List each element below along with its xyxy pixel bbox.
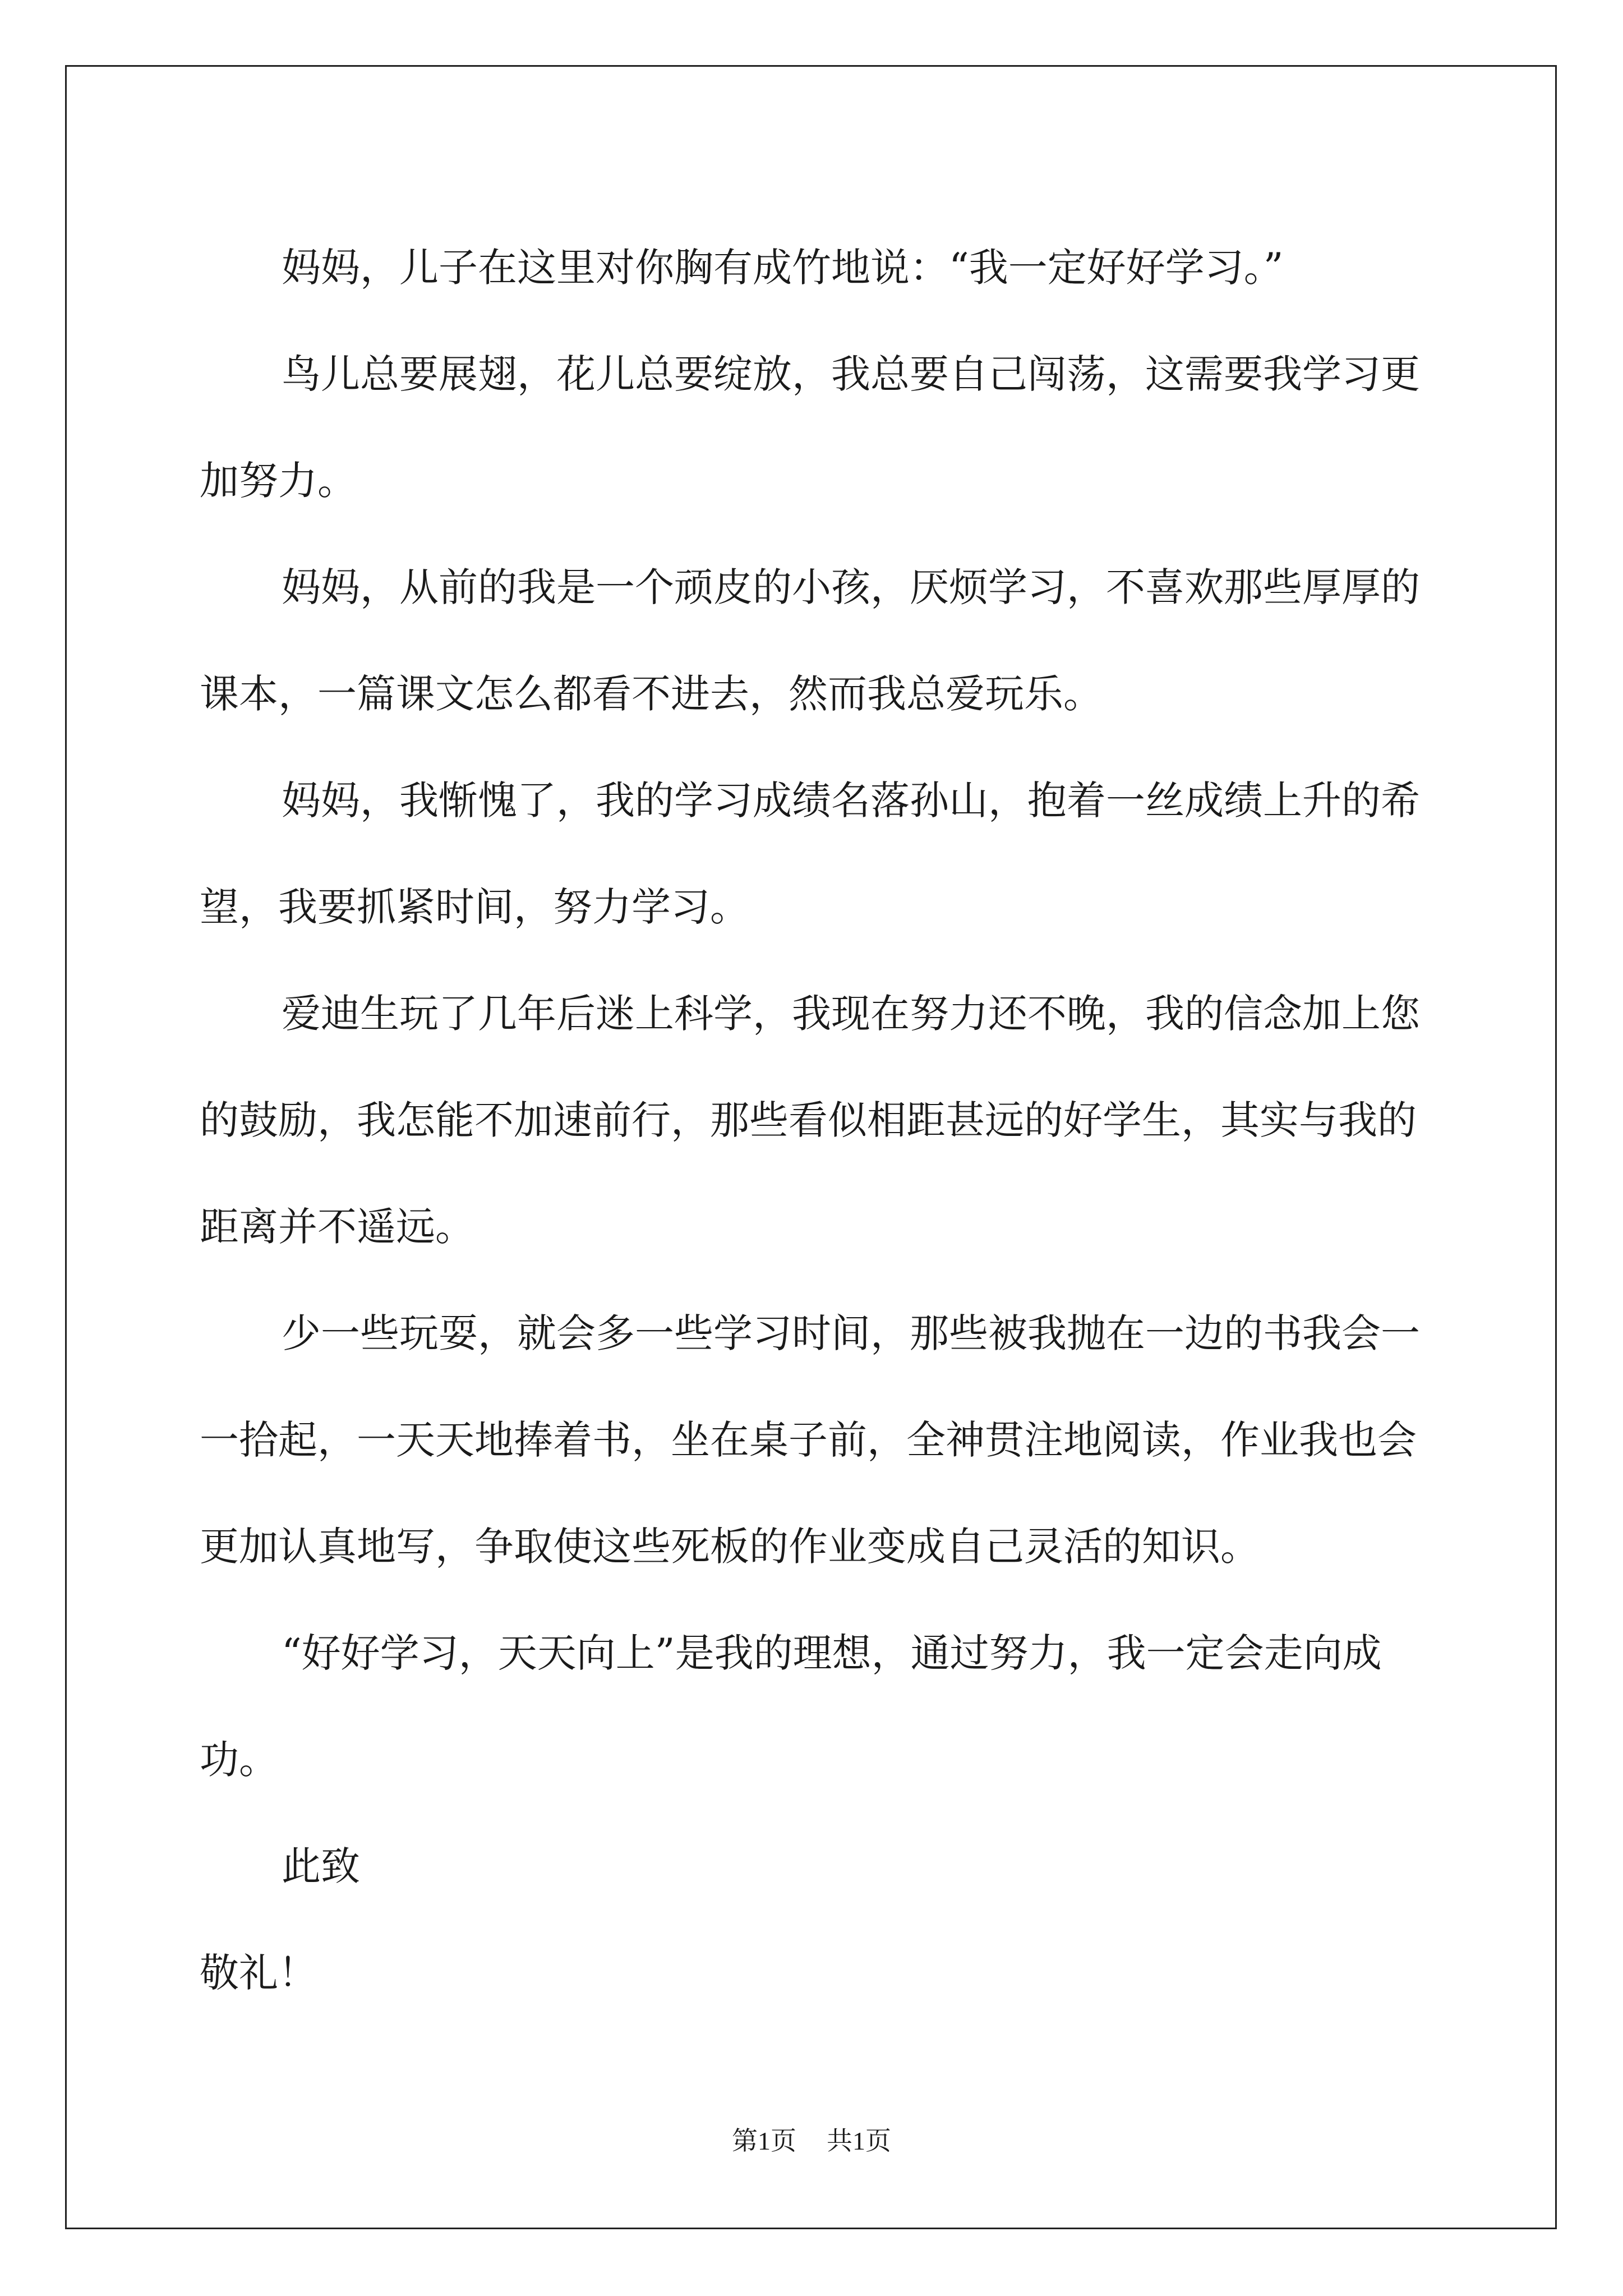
page-total: 共1页 — [827, 2127, 891, 2155]
paragraph-5: 爱迪生玩了几年后迷上科学，我现在努力还不晚，我的信念加上您的鼓励，我怎能不加速前行，那些看似相距甚远的好学生，其实与我的距离并不遥远。 — [200, 991, 1420, 1250]
closing-regards: 敬礼！ — [200, 1950, 317, 1996]
paragraph-3: 妈妈，从前的我是一个顽皮的小孩，厌烦学习，不喜欢那些厚厚的课本，一篇课文怎么都看不进去，然而我总爱玩乐。 — [200, 564, 1420, 717]
paragraph-2: 鸟儿总要展翅，花儿总要绽放，我总要自己闯荡，这需要我学习更加努力。 — [200, 351, 1420, 504]
paragraph-1: 妈妈，儿子在这里对你胸有成竹地说：“我一定好好学习。” — [282, 245, 1284, 291]
letter-body — [200, 214, 1433, 2026]
closing-salutation: 此致 — [282, 1843, 360, 1889]
page-footer — [0, 2124, 1623, 2158]
paragraph-6: 少一些玩耍，就会多一些学习时间，那些被我抛在一边的书我会一一拾起，一天天地捧着书，坐在桌子前，全神贯注地阅读，作业我也会更加认真地写，争取使这些死板的作业变成自己灵活的知识。 — [200, 1310, 1420, 1570]
paragraph-7: “好好学习，天天向上”是我的理想，通过努力，我一定会走向成功。 — [200, 1630, 1382, 1783]
page-number: 第1页 — [732, 2127, 796, 2155]
paragraph-4: 妈妈，我惭愧了，我的学习成绩名落孙山，抱着一丝成绩上升的希望，我要抓紧时间，努力学习。 — [200, 777, 1420, 930]
